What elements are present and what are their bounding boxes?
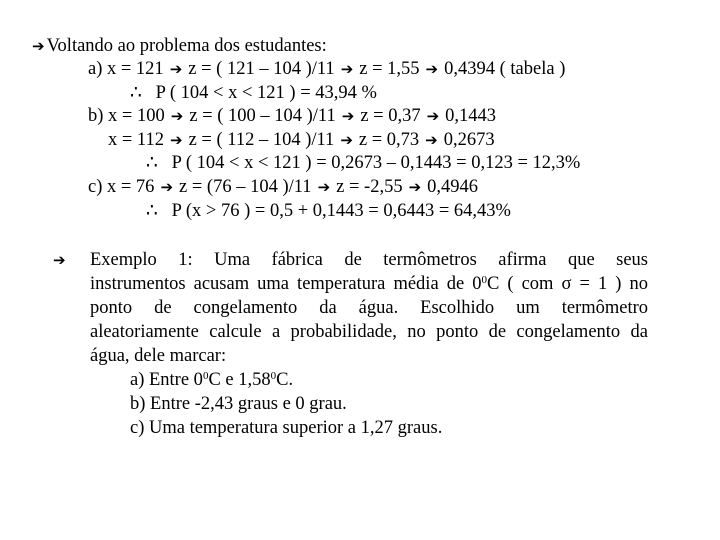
item-b: b) Entre -2,43 graus e 0 grau. [130, 394, 347, 414]
arrow-icon: ➔ [317, 178, 331, 196]
arrow-icon: ➔ [341, 107, 355, 125]
arrow-icon: ➔ [425, 60, 439, 78]
text: 0,4394 ( tabela ) [444, 59, 566, 79]
text: z = ( 112 – 104 )/11 [188, 130, 335, 150]
arrow-icon: ➔ [170, 131, 183, 149]
example-line-1: Exemplo 1: Uma fábrica de termômetros afirma que seus [90, 250, 648, 270]
text: z = ( 121 – 104 )/11 [188, 59, 335, 79]
text: P ( 104 < x < 121 ) = 0,2673 – 0,1443 = 0,123 = 12,3% [171, 153, 581, 173]
arrow-icon: ➔ [170, 107, 184, 125]
superscript: 0 [202, 370, 209, 382]
text: 0,4946 [427, 177, 479, 197]
text: P (x > 76 ) = 0,5 + 0,1443 = 0,6443 = 64,43% [171, 201, 511, 221]
therefore-symbol: ∴ [146, 201, 158, 221]
text: b) x = 100 [88, 106, 165, 126]
text: z = -2,55 [336, 177, 403, 197]
line-a [88, 58, 565, 80]
text: c) x = 76 [88, 177, 155, 197]
arrow-icon: ➔ [425, 131, 438, 149]
example-line-4: aleatoriamente calcule a probabilidade, no ponto de congelamento da [90, 322, 648, 342]
text: z = 1,55 [359, 59, 420, 79]
item-a [130, 369, 293, 391]
text: 0,1443 [445, 106, 497, 126]
text: z = 0,37 [360, 106, 421, 126]
superscript: 0 [481, 274, 487, 286]
line-b1 [88, 105, 496, 127]
text: a) Entre 0 [130, 370, 203, 390]
line-b2 [108, 129, 495, 151]
example-line-2 [90, 273, 648, 295]
text: 0,2673 [443, 130, 495, 150]
arrow-icon: ➔ [160, 178, 174, 196]
line-b-result [146, 152, 580, 174]
arrow-icon: ➔ [53, 251, 66, 269]
line-c [88, 176, 478, 198]
therefore-symbol: ∴ [130, 83, 142, 103]
example-line-5: água, dele marcar: [90, 346, 227, 366]
item-c: c) Uma temperatura superior a 1,27 graus. [130, 418, 443, 438]
arrow-icon: ➔ [408, 178, 422, 196]
therefore-symbol: ∴ [146, 153, 158, 173]
arrow-icon: ➔ [340, 60, 354, 78]
text: z = (76 – 104 )/11 [179, 177, 312, 197]
text: P ( 104 < x < 121 ) = 43,94 % [155, 83, 377, 103]
line-c-result [146, 200, 511, 222]
text: z = 0,73 [358, 130, 420, 150]
text: a) x = 121 [88, 59, 164, 79]
arrow-icon: ➔ [340, 131, 353, 149]
text: x = 112 [108, 130, 164, 150]
text: z = ( 100 – 104 )/11 [189, 106, 336, 126]
arrow-icon: ➔ [169, 60, 183, 78]
heading-text: Voltando ao problema dos estudantes: [46, 36, 327, 56]
text: instrumentos acusam uma temperatura média de 0 [90, 274, 482, 294]
line-a-result [130, 82, 377, 104]
arrow-icon: ➔ [32, 37, 45, 55]
text: C. [276, 370, 294, 390]
text: C e 1,58 [208, 370, 271, 390]
heading-line [32, 35, 327, 57]
text: C ( com σ = 1 ) no [486, 274, 648, 294]
superscript: 0 [270, 370, 277, 382]
example-line-3: ponto de congelamento da água. Escolhido um termômetro [90, 298, 648, 318]
arrow-icon: ➔ [426, 107, 440, 125]
